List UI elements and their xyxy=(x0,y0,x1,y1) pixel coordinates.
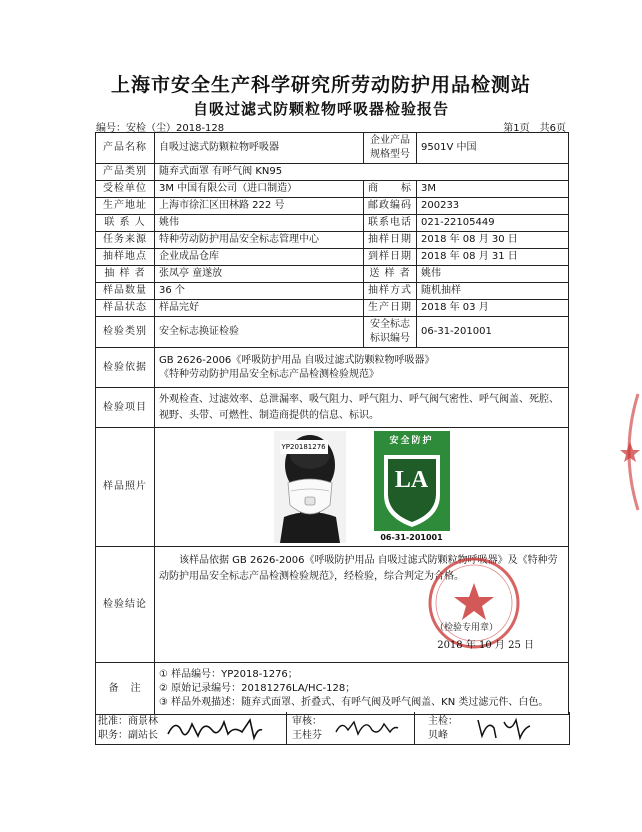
label-quantity: 样品数量 xyxy=(96,283,155,300)
label-contact: 联 系 人 xyxy=(96,215,155,232)
value-state: 样品完好 xyxy=(155,300,364,317)
signature-row xyxy=(95,712,570,745)
basis-line-1: GB 2626-2006《呼吸防护用品 自吸过滤式防颗粒物呼吸器》 xyxy=(159,354,435,366)
value-sample-date: 2018 年 08 月 30 日 xyxy=(417,232,569,249)
stamp-text: （检验专用章） xyxy=(434,623,498,633)
conclusion-text: 该样品依据 GB 2626-2006《呼吸防护用品 自吸过滤式防颗粒物呼吸器》及《特种劳动防护用品安全标志产品检测检验规范》，经检验，综合判定为合格。 xyxy=(159,555,558,582)
station-title: 上海市安全生产科学研究所劳动防护用品检测站 xyxy=(110,74,531,96)
value-method: 随机抽样 xyxy=(417,283,569,300)
report-table xyxy=(95,132,569,715)
label-items: 检验项目 xyxy=(96,388,155,428)
value-test-type: 安全标志换证检验 xyxy=(155,317,364,348)
value-cert-no: 06-31-201001 xyxy=(417,317,569,348)
basis-line-2: 《特种劳动防护用品安全标志产品检测检验规范》 xyxy=(159,368,379,380)
approver-signature xyxy=(164,714,264,744)
label-sampler: 抽 样 者 xyxy=(96,266,155,283)
label-phone: 联系电话 xyxy=(364,215,417,232)
conclusion-cell xyxy=(155,547,569,663)
value-address: 上海市徐汇区田林路 222 号 xyxy=(155,198,364,215)
value-postcode: 200233 xyxy=(417,198,569,215)
sample-photo xyxy=(274,431,346,543)
partial-seal-icon xyxy=(616,392,640,512)
value-contact: 姚伟 xyxy=(155,215,364,232)
label-prod-date: 生产日期 xyxy=(364,300,417,317)
remarks-cell xyxy=(155,663,569,715)
value-quantity: 36 个 xyxy=(155,283,364,300)
reviewer-signature xyxy=(332,714,402,740)
label-conclusion: 检验结论 xyxy=(96,547,155,663)
label-arrive-date: 到样日期 xyxy=(364,249,417,266)
report-title: 自吸过滤式防颗粒物呼吸器检验报告 xyxy=(192,100,449,118)
value-arrive-date: 2018 年 08 月 31 日 xyxy=(417,249,569,266)
remark-1: ① 样品编号：YP2018-1276； xyxy=(159,668,298,680)
label-source: 任务来源 xyxy=(96,232,155,249)
value-prod-date: 2018 年 03 月 xyxy=(417,300,569,317)
divider xyxy=(286,712,287,744)
review-label: 审核： xyxy=(292,716,322,727)
value-trademark: 3M xyxy=(417,181,569,198)
value-sample-place: 企业成品仓库 xyxy=(155,249,364,266)
label-sample-date: 抽样日期 xyxy=(364,232,417,249)
value-phone: 021-22105449 xyxy=(417,215,569,232)
value-unit: 3M 中国有限公司（进口制造） xyxy=(155,181,364,198)
la-logo xyxy=(374,431,450,543)
label-sample-place: 抽样地点 xyxy=(96,249,155,266)
la-mark: LA xyxy=(394,467,429,493)
label-address: 生产地址 xyxy=(96,198,155,215)
label-model: 企业产品规格型号 xyxy=(364,133,417,164)
label-basis: 检验依据 xyxy=(96,348,155,388)
main-tester-signature xyxy=(474,714,534,742)
remark-2: ② 原始记录编号：20181276LA/HC-128； xyxy=(159,682,356,694)
value-items: 外观检查、过滤效率、总泄漏率、吸气阻力、呼气阻力、呼气阀气密性、呼气阀盖、死腔、视野、头带、可燃性、制造商提供的信息、标识。 xyxy=(155,388,569,428)
approver-title: 职务：副站长 xyxy=(98,730,158,741)
label-product-name: 产品名称 xyxy=(96,133,155,164)
la-title: 安全防护 xyxy=(389,436,434,446)
approver: 批准：商景林 xyxy=(98,716,158,727)
label-category: 产品类别 xyxy=(96,164,155,181)
main-tester-block xyxy=(428,715,458,743)
page-info: 第1页 共6页 xyxy=(503,123,566,134)
label-test-type: 检验类别 xyxy=(96,317,155,348)
value-model: 9501V 中国 xyxy=(417,133,569,164)
divider xyxy=(414,712,415,744)
side-seal xyxy=(616,392,640,516)
value-sender: 姚伟 xyxy=(417,266,569,283)
value-basis xyxy=(155,348,569,388)
reviewer-block xyxy=(292,715,322,743)
label-state: 样品状态 xyxy=(96,300,155,317)
label-method: 抽样方式 xyxy=(364,283,417,300)
label-cert-no: 安全标志标识编号 xyxy=(364,317,417,348)
label-photo: 样品照片 xyxy=(96,428,155,547)
remark-3: ③ 样品外观描述：随弃式面罩、折叠式、有呼气阀及呼气阀盖、KN 类过滤元件、白色。 xyxy=(159,696,549,708)
value-category: 随弃式面罩 有呼气阀 KN95 xyxy=(155,164,569,181)
label-unit: 受检单位 xyxy=(96,181,155,198)
sample-tag: YP20181276 xyxy=(280,440,328,454)
main-tester-name: 贝峰 xyxy=(428,730,448,741)
main-label: 主检： xyxy=(428,716,458,727)
reviewer-name: 王桂芬 xyxy=(292,730,322,741)
label-postcode: 邮政编码 xyxy=(364,198,417,215)
label-remarks: 备 注 xyxy=(96,663,155,715)
label-sender: 送 样 者 xyxy=(364,266,417,283)
value-sampler: 张凤亭 童遂放 xyxy=(155,266,364,283)
photo-cell xyxy=(155,428,569,547)
la-code: 06-31-201001 xyxy=(380,533,443,542)
red-seal-icon xyxy=(424,553,524,653)
conclusion-date: 2018 年 10 月 25 日 xyxy=(437,640,534,651)
label-trademark: 商 标 xyxy=(364,181,417,198)
report-number: 编号：安检（尘）2018-128 xyxy=(96,123,225,134)
value-product-name: 自吸过滤式防颗粒物呼吸器 xyxy=(155,133,364,164)
approver-block xyxy=(98,715,158,743)
value-source: 特种劳动防护用品安全标志管理中心 xyxy=(155,232,364,249)
